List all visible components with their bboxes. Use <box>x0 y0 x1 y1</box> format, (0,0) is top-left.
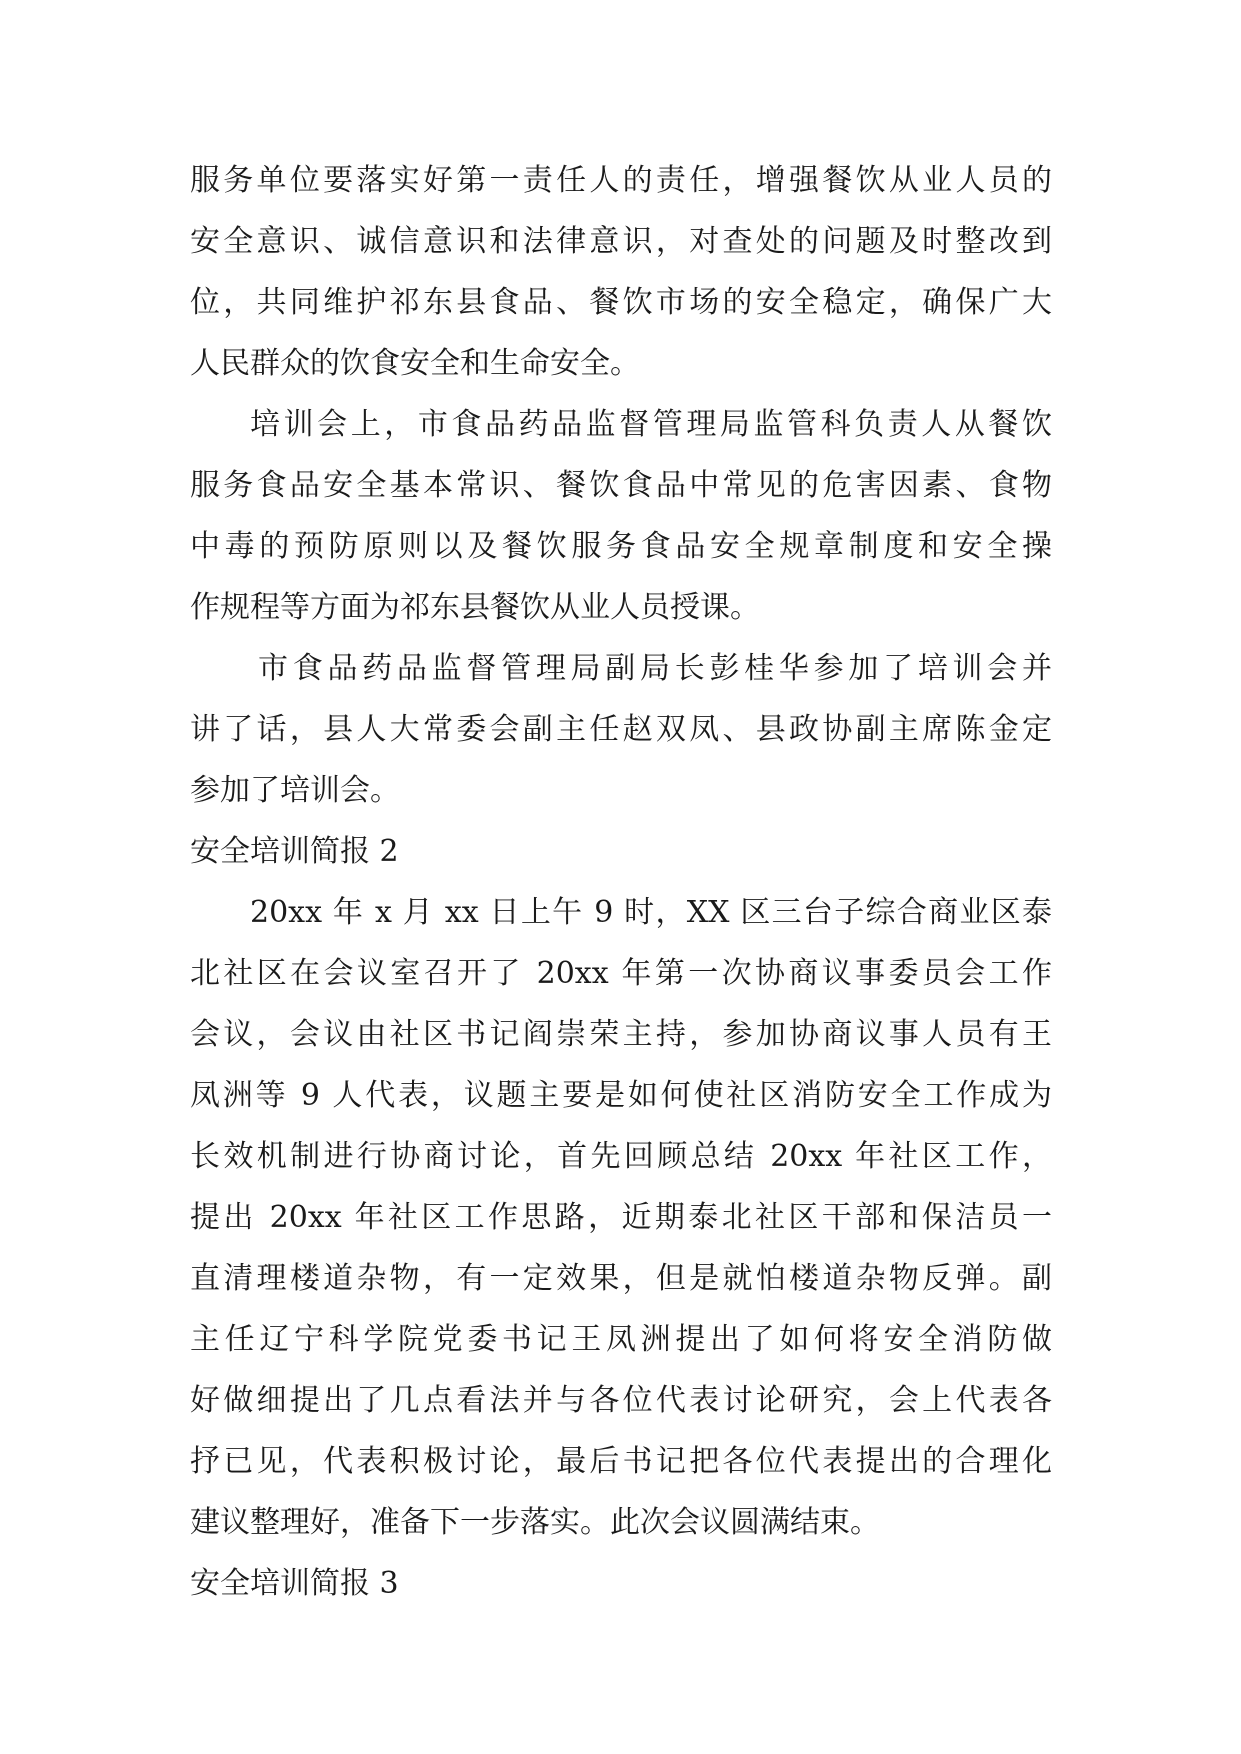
text-line: 培训会上，市食品药品监督管理局监管科负责人从餐饮 <box>250 407 1052 442</box>
section-heading-2: 安全培训简报 2 <box>190 834 399 869</box>
text-line: 市食品药品监督管理局副局长彭桂华参加了培训会并 <box>258 651 1052 686</box>
text-line: 会议，会议由社区书记阎崇荣主持，参加协商议事人员有王 <box>190 1017 1052 1052</box>
paragraph-3 <box>190 638 1052 821</box>
text-line: 讲了话，县人大常委会副主任赵双凤、县政协副主席陈金定 <box>190 712 1052 747</box>
text-line: 20xx 年 x 月 xx 日上午 9 时，XX 区三台子综合商业区泰 <box>250 895 1052 930</box>
text-line: 人民群众的饮食安全和生命安全。 <box>190 346 640 381</box>
document-body <box>190 150 1052 1614</box>
text-line: 作规程等方面为祁东县餐饮从业人员授课。 <box>190 590 760 625</box>
paragraph-2 <box>190 394 1052 638</box>
text-line: 长效机制进行协商讨论，首先回顾总结 20xx 年社区工作， <box>190 1139 1052 1174</box>
text-line: 直清理楼道杂物，有一定效果，但是就怕楼道杂物反弹。副 <box>190 1261 1052 1296</box>
text-line: 参加了培训会。 <box>190 773 400 808</box>
text-line: 建议整理好，准备下一步落实。此次会议圆满结束。 <box>190 1505 880 1540</box>
text-line: 抒已见，代表积极讨论，最后书记把各位代表提出的合理化 <box>190 1444 1052 1479</box>
text-line: 凤洲等 9 人代表，议题主要是如何使社区消防安全工作成为 <box>190 1078 1052 1113</box>
text-line: 提出 20xx 年社区工作思路，近期泰北社区干部和保洁员一 <box>190 1200 1052 1235</box>
text-line: 安全意识、诚信意识和法律意识，对查处的问题及时整改到 <box>190 224 1052 259</box>
text-line: 位，共同维护祁东县食品、餐饮市场的安全稳定，确保广大 <box>190 285 1052 320</box>
text-line: 服务食品安全基本常识、餐饮食品中常见的危害因素、食物 <box>190 468 1052 503</box>
text-line: 主任辽宁科学院党委书记王凤洲提出了如何将安全消防做 <box>190 1322 1052 1357</box>
text-line: 北社区在会议室召开了 20xx 年第一次协商议事委员会工作 <box>190 956 1052 991</box>
paragraph-4 <box>190 882 1052 1553</box>
text-line: 好做细提出了几点看法并与各位代表讨论研究，会上代表各 <box>190 1383 1052 1418</box>
text-line: 服务单位要落实好第一责任人的责任，增强餐饮从业人员的 <box>190 163 1052 198</box>
paragraph-1 <box>190 150 1052 394</box>
section-heading-3: 安全培训简报 3 <box>190 1566 399 1601</box>
text-line: 中毒的预防原则以及餐饮服务食品安全规章制度和安全操 <box>190 529 1052 564</box>
